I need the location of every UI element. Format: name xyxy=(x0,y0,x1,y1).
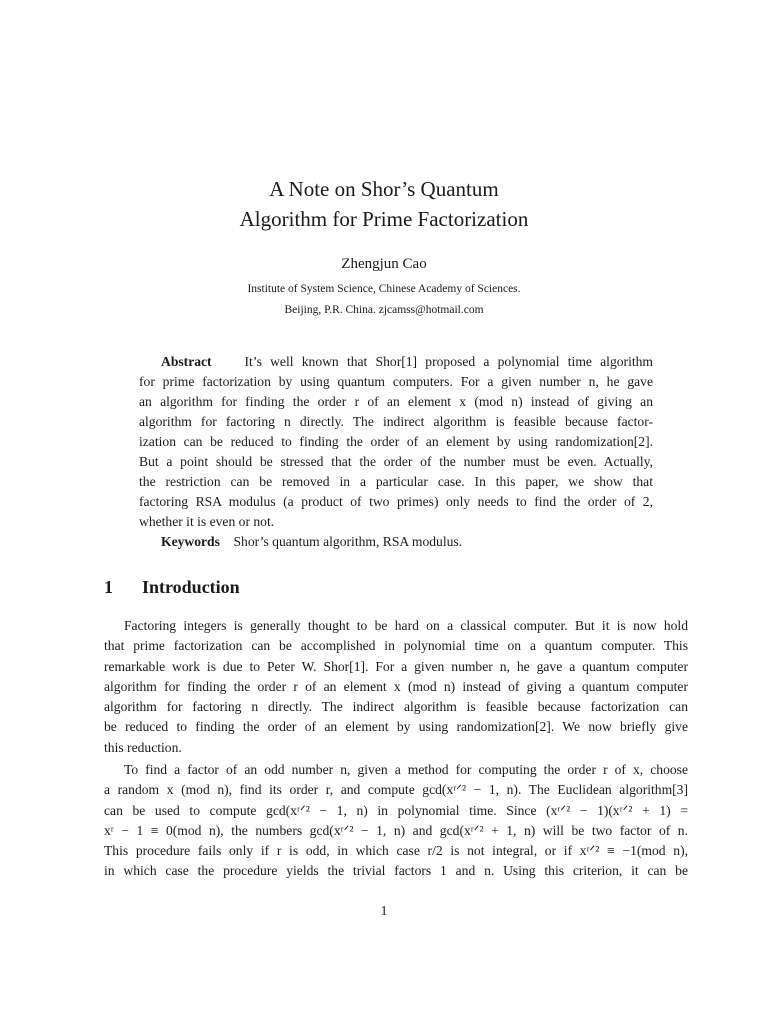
abstract-line: algorithm for factoring n directly. The indirect algorithm is feasible because factor- xyxy=(139,414,653,429)
body-line: Factoring integers is generally thought to be hard on a classical computer. But it is now hold xyxy=(124,618,688,633)
section-heading xyxy=(104,577,240,598)
abstract-line: But a point should be stressed that the order of the number must be even. Actually, xyxy=(139,454,653,469)
body-line: be reduced to finding the order of an element by using randomization[2]. We now briefly give xyxy=(104,719,688,735)
body-line: that prime factorization can be accomplished in polynomial time on a quantum computer. This xyxy=(104,638,688,654)
paper-title xyxy=(0,174,768,234)
abstract-line: for prime factorization by using quantum computers. For a given number n, he gave xyxy=(139,374,653,389)
abstract-block xyxy=(139,352,653,552)
body-line: can be used to compute gcd(xʳᐟ² − 1, n) in polynomial time. Since (xʳᐟ² − 1)(xʳᐟ² + 1) = xyxy=(104,802,688,818)
body-line: this reduction. xyxy=(104,739,182,755)
body-line: a random x (mod n), find its order r, and compute gcd(xʳᐟ² − 1, n). The Euclidean algorithm[3] xyxy=(104,782,688,798)
page-number: 1 xyxy=(380,903,388,918)
body-line: remarkable work is due to Peter W. Shor[1]. For a given number n, he gave a quantum computer xyxy=(104,658,688,674)
body-line: To find a factor of an odd number n, given a method for computing the order r of x, choose xyxy=(124,762,688,777)
keywords-text: Shor’s quantum algorithm, RSA modulus. xyxy=(233,534,463,549)
abstract-line xyxy=(139,352,653,372)
keywords-label: Keywords xyxy=(161,534,220,549)
body-line: algorithm for finding the order r of an element x (mod n) instead of giving a quantum computer xyxy=(104,678,688,694)
affiliation-line-1: Institute of System Science, Chinese Academy of Sciences. xyxy=(247,283,521,295)
abstract-line: the restriction can be removed in a particular case. In this paper, we show that xyxy=(139,474,653,489)
author-name: Zhengjun Cao xyxy=(341,256,427,272)
section-number: 1 xyxy=(104,577,113,597)
title-line-1: A Note on Shor’s Quantum xyxy=(269,177,499,201)
paragraph-2 xyxy=(104,760,688,882)
abstract-line: an algorithm for finding the order r of an element x (mod n) instead of giving an xyxy=(139,394,653,409)
body-line: xʳ − 1 ≡ 0(mod n), the numbers gcd(xʳᐟ² − 1, n) and gcd(xʳᐟ² + 1, n) will be two factor of n. xyxy=(104,822,688,838)
body-line: in which case the procedure yields the trivial factors 1 and n. Using this criterion, it can be xyxy=(104,863,688,879)
abstract-text: It’s well known that Shor[1] proposed a polynomial time algorithm xyxy=(244,354,654,369)
abstract-label: Abstract xyxy=(161,354,212,369)
body-line: algorithm for factoring n directly. The indirect algorithm is feasible because factorization can xyxy=(104,699,688,715)
section-title: Introduction xyxy=(142,577,240,597)
body-line: This procedure fails only if r is odd, in which case r/2 is not integral, or if xʳᐟ² ≡ −1(mod n), xyxy=(104,843,688,859)
abstract-line: whether it is even or not. xyxy=(139,514,275,529)
keywords-line xyxy=(139,532,653,552)
title-line-2: Algorithm for Prime Factorization xyxy=(239,207,529,231)
abstract-line: ization can be reduced to finding the order of an element by using randomization[2]. xyxy=(139,434,653,449)
affiliation-line-2: Beijing, P.R. China. zjcamss@hotmail.com xyxy=(284,304,484,316)
paragraph-1 xyxy=(104,616,688,758)
abstract-line: factoring RSA modulus (a product of two primes) only needs to find the order of 2, xyxy=(139,494,653,509)
